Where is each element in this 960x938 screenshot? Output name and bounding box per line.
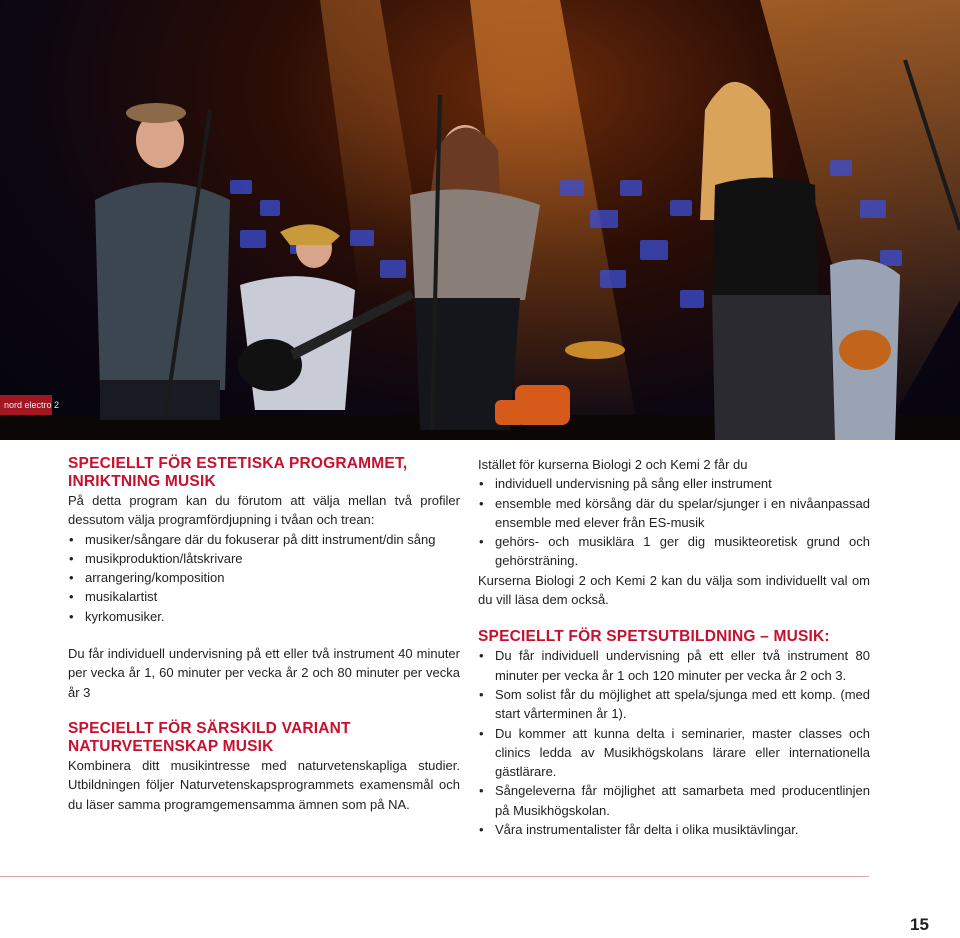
list-item: • musikproduktion/låtskrivare xyxy=(68,549,460,568)
replacement-list xyxy=(478,474,870,570)
list-item: • Sångeleverna får möjlighet att samarbeta med producentlinjen på Musikhögskolan. xyxy=(478,781,870,820)
list-item: • Du kommer att kunna delta i seminarier, master classes och clinics ledda av Musikhögskolans lärare eller internationella gästlärare. xyxy=(478,724,870,782)
right-column xyxy=(478,455,870,839)
spets-list xyxy=(478,646,870,839)
left-column xyxy=(68,455,460,814)
naturvetenskap-paragraph: Kombinera ditt musikintresse med naturvetenskapliga studier. Utbildningen följer Naturvetenskapsprogrammets examensmål och du läser samma programgemensamma ämnen som på NA. xyxy=(68,757,460,812)
lesson-time-paragraph: Du får individuell undervisning på ett eller två instrument 40 minuter per vecka år 1, 60 minuter per vecka år 2 och 80 minuter per vecka år 3 xyxy=(68,646,460,700)
concert-photo xyxy=(0,0,960,440)
replacement-intro: Istället för kurserna Biologi 2 och Kemi 2 får du xyxy=(478,457,748,472)
list-item: • musiker/sångare där du fokuserar på ditt instrument/din sång xyxy=(68,530,460,549)
section-heading-spetsutbildning: SPECIELLT FÖR SPETSUTBILDNING – MUSIK: xyxy=(478,628,830,646)
concert-scene xyxy=(0,0,960,440)
intro-paragraph: På detta program kan du förutom att välja mellan två profiler dessutom välja programfördjupning i tvåan och trean: xyxy=(68,493,460,528)
list-item: • Som solist får du möjlighet att spela/sjunga med ett komp. (med start vårterminen år 1). xyxy=(478,685,870,724)
list-item: • Våra instrumentalister får delta i olika musiktävlingar. xyxy=(478,820,870,839)
page-number: 15 xyxy=(910,915,929,934)
keyboard-brand-label: nord electro 2 xyxy=(4,400,60,410)
list-item: • arrangering/komposition xyxy=(68,568,460,587)
list-item: • kyrkomusiker. xyxy=(68,607,460,626)
list-item: • Du får individuell undervisning på ett eller två instrument 80 minuter per vecka år 1 och 120 minuter per vecka år 2 och 3. xyxy=(478,646,870,685)
footer-divider xyxy=(0,876,869,877)
section-heading-naturvetenskap: SPECIELLT FÖR SÄRSKILD VARIANT NATURVETENSKAP MUSIK xyxy=(68,719,351,755)
list-item: • musikalartist xyxy=(68,587,460,606)
list-item: • gehörs- och musiklära 1 ger dig musikteoretisk grund och gehörsträning. xyxy=(478,532,870,571)
profile-list xyxy=(68,530,460,626)
list-item: • individuell undervisning på sång eller instrument xyxy=(478,474,870,493)
list-item: • ensemble med körsång där du spelar/sjunger i en nivåanpassad ensemble med elever från ES-musik xyxy=(478,494,870,533)
section-heading-estetiska: SPECIELLT FÖR ESTETISKA PROGRAMMET, INRIKTNING MUSIK xyxy=(68,455,408,490)
elective-paragraph: Kurserna Biologi 2 och Kemi 2 kan du välja som individuellt val om du vill läsa dem också. xyxy=(478,572,870,608)
